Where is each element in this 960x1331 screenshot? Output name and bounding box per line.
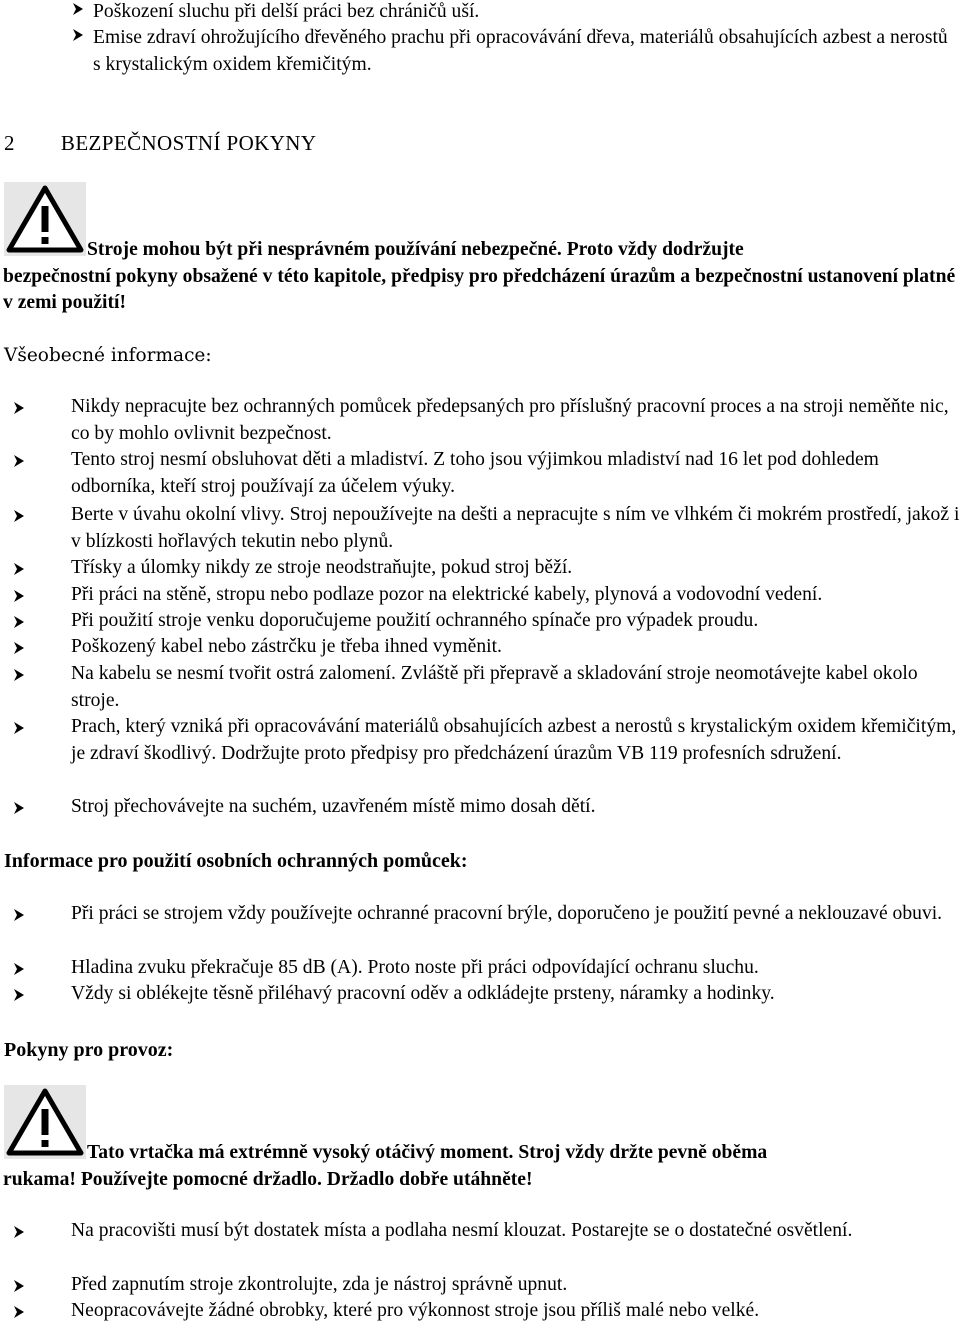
arrowhead-right-icon [12,394,28,427]
list-item-text: Stroj přechovávejte na suchém, uzavřeném místě mimo dosah dětí. [71,796,596,817]
list-item-text: Tento stroj nesmí obsluhovat děti a mladiství. Z toho jsou výjimkou mladiství nad 16 let pod dohledem odborníka, kteří stroj používají za účelem výuky. [71,449,879,497]
list-item [12,955,960,982]
arrowhead-right-icon [12,502,28,535]
list-item [12,1298,960,1325]
arrowhead-right-icon [12,901,28,934]
list-item-text: Při práci na stěně, stropu nebo podlaze pozor na elektrické kabely, plynová a vodovodní vedení. [71,584,823,605]
section-number: 2 [4,131,15,155]
list-item-text: Nikdy nepracujte bez ochranných pomůcek předepsaných pro příslušný pracovní proces a na stroji neměňte nic, co by mohlo ovlivnit bezpečnost. [71,396,949,444]
list-item [12,1272,960,1299]
operation-heading: Pokyny pro provoz: [4,1039,174,1061]
list-item-text: Třísky a úlomky nikdy ze stroje neodstraňujte, pokud stroj běží. [71,557,573,578]
general-heading: Všeobecné informace: [4,345,212,366]
list-item [12,634,960,661]
ppe-heading: Informace pro použití osobních ochranných pomůcek: [4,850,468,872]
list-item [12,394,960,447]
list-item-text: Poškozený kabel nebo zástrčku je třeba ihned vyměnit. [71,636,502,657]
list-item-text: Emise zdraví ohrožujícího dřevěného prachu při opracovávání dřeva, materiálů obsahujících azbest a nerostů s krystalickým oxidem křemičitým. [93,27,948,75]
arrowhead-right-icon [12,447,28,480]
list-item [12,608,960,635]
arrowhead-right-icon [12,1298,28,1331]
operation-warning: Tato vrtačka má extrémně vysoký otáčivý moment. Stroj vždy držte pevně oběma rukama! Používejte pomocné držadlo. Držadlo dobře utáhněte! [3,1142,768,1190]
list-item-text: Při použití stroje venku doporučujeme použití ochranného spínače pro výpadek proudu. [71,610,759,631]
arrowhead-right-icon [12,661,28,694]
list-item [12,1218,960,1245]
arrowhead-right-icon [12,981,28,1014]
list-item [12,794,960,821]
list-item [12,981,960,1008]
arrowhead-right-icon [71,0,87,28]
list-item-text: Berte v úvahu okolní vlivy. Stroj nepoužívejte na dešti a nepracujte s ním ve vlhkém či mokrém prostředí, jakož i v blízkosti hořlavých tekutin nebo plynů. [71,504,960,552]
list-item-text: Neopracovávejte žádné obrobky, které pro výkonnost stroje jsou příliš malé nebo velké. [71,1300,760,1321]
list-item-text: Hladina zvuku překračuje 85 dB (A). Proto noste při práci odpovídající ochranu sluchu. [71,957,759,978]
list-item [12,555,960,582]
arrowhead-right-icon [12,1218,28,1251]
list-item [12,447,960,500]
list-item-text: Na pracovišti musí být dostatek místa a podlaha nesmí klouzat. Postarejte se o dostatečné osvětlení. [71,1220,853,1241]
arrowhead-right-icon [12,714,28,747]
list-item [12,901,960,928]
section-title: BEZPEČNOSTNÍ POKYNY [60,131,317,155]
list-item-text: Na kabelu se nesmí tvořit ostrá zalomení. Zvláště při přepravě a skladování stroje neomotávejte kabel okolo stroje. [71,663,918,711]
list-item-text: Vždy si oblékejte těsně přiléhavý pracovní oděv a odkládejte prsteny, náramky a hodinky. [71,983,775,1004]
list-item-text: Před zapnutím stroje zkontrolujte, zda je nástroj správně upnut. [71,1274,568,1295]
arrowhead-right-icon [71,25,87,54]
warning-paragraph: Stroje mohou být při nesprávném používání nebezpečné. Proto vždy dodržujte bezpečnostní pokyny obsažené v této kapitole, předpisy pro předcházení úrazům a bezpečnostní ustanovení platné v zemi použití! [3,239,956,313]
arrowhead-right-icon [12,794,28,827]
section-heading [4,130,316,156]
list-item [12,582,960,609]
list-item [73,25,958,78]
list-item [12,714,960,767]
list-item [12,502,960,555]
list-item: Poškození sluchu při delší práci bez chráničů uší. [73,0,958,26]
list-item-text: Prach, který vzniká při opracovávání materiálů obsahujících azbest a nerostů s krystalickým oxidem křemičitým, je zdraví škodlivý. Dodržujte proto předpisy pro předcházení úrazům VB 119 profesních sdružení. [71,716,957,764]
list-item-text: Při práci se strojem vždy používejte ochranné pracovní brýle, doporučeno je použití pevné a neklouzavé obuvi. [71,903,943,924]
list-item [12,661,960,714]
